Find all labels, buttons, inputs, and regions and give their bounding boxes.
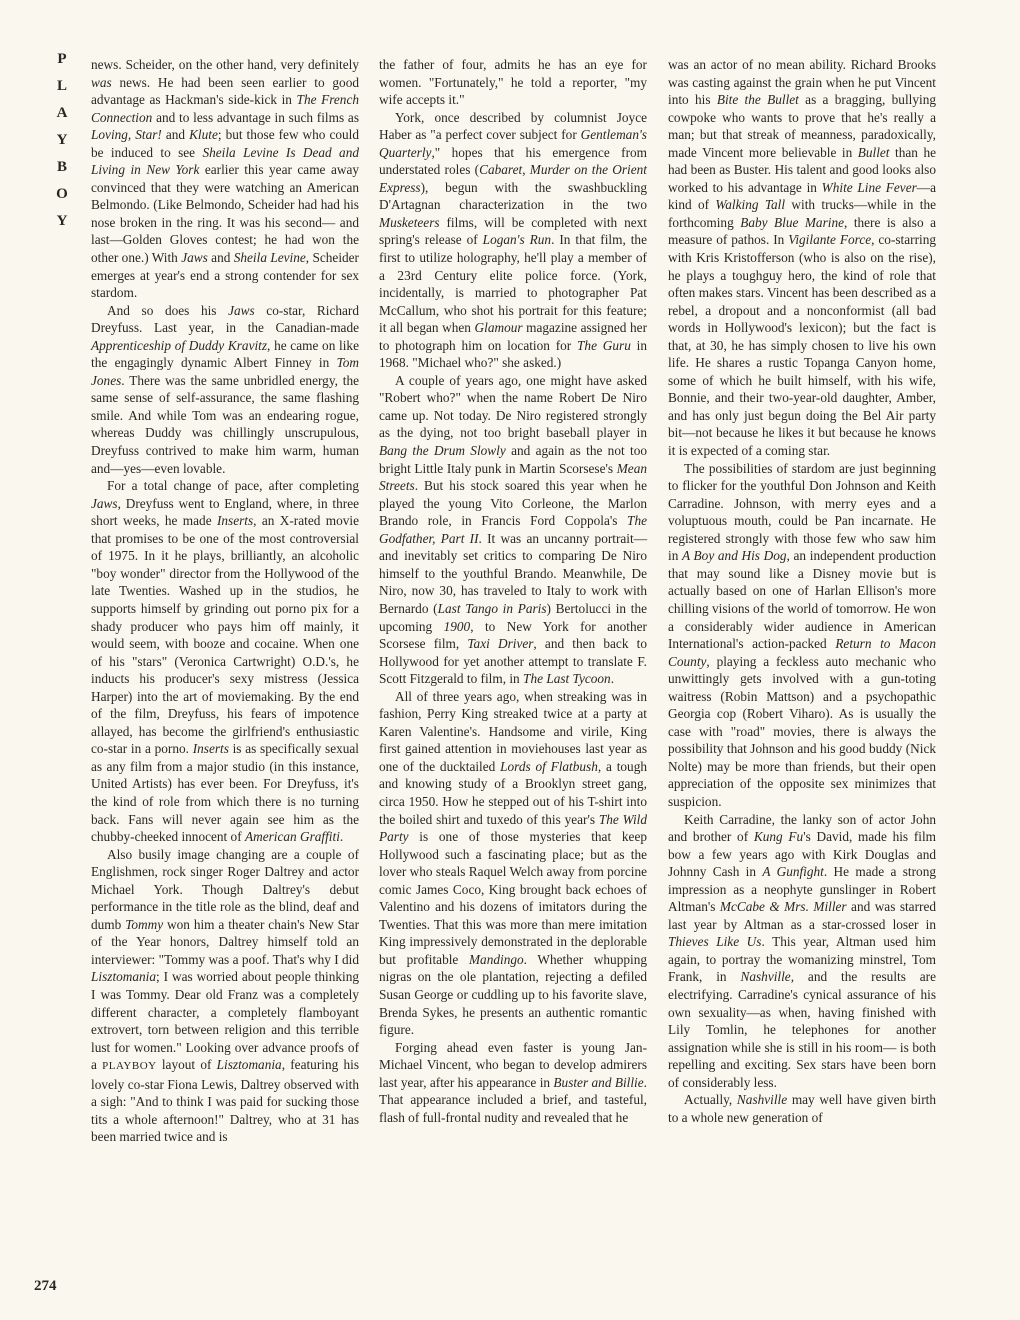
article-paragraph: The possibilities of stardom are just beginning to flicker for the youthful Don Johnson and Keith Carradine. Johnson, with merry eyes and a voluptuous mouth, could be Pan incarnate. He registered strongly with those few who saw him in A Boy and His Dog, an independent production that may sound like a Disney movie but is actually based on one of Harlan Ellison's more chilling visions of the world of tomorrow. He won a considerably wider audience in American International's action-packed Return to Macon County, playing a feckless auto mechanic who unwittingly gets involved with a gun-toting waitress (Robin Mattson) and a psychopathic Georgia cop (Robert Viharo). As is usually the case with "road" movies, there is always the possibility that Johnson and his good buddy (Nick Nolte) may be more than friends, but their open appreciation of the opposite sex minimizes that suspicion. xyxy=(668,460,937,809)
article-paragraph: Keith Carradine, the lanky son of actor John and brother of Kung Fu's David, made his film bow a few years ago with Kirk Douglas and Johnny Cash in A Gunfight. He made a strong impression as a neophyte gunslinger in Robert Altman's McCabe & Mrs. Miller and was starred last year by Altman as a star-crossed loser in Thieves Like Us. This year, Altman used him again, to portray the womanizing minstrel, Tom Frank, in Nashville, and the results are electrifying. Carradine's cynical assurance of his own sexuality—as when, having finished with Lily Tomlin, he telephones for another assignation while she is still in his room— is both repelling and exciting. Sex stars have been born of considerably less. xyxy=(668,811,937,1090)
masthead-letter: A xyxy=(56,105,68,121)
article-paragraph: Also busily image changing are a couple of Englishmen, rock singer Roger Daltrey and actor Michael York. Though Daltrey's debut performance in the title role as the blind, deaf and dumb Tommy won him a theater chain's New Star of the Year honors, Daltrey himself told an interviewer: "Tommy was a poof. That's why I did Lisztomania; I was worried about people thinking I was Tommy. Dear old Franz was a completely different character, a completely flamboyant extrovert, torn between religion and this terrible lust for women." Looking over advance proofs of a PLAYBOY layout of Lisztomania, featuring his lovely co-star Fiona Lewis, Daltrey observed with a sigh: "And to think I was paid for sucking those tits a whole afternoon!" Daltrey, who at 31 has been married twice and is xyxy=(91,846,360,1145)
article-paragraph: And so does his Jaws co-star, Richard Dreyfuss. Last year, in the Canadian-made Apprenticeship of Duddy Kravitz, he came on like the engagingly dynamic Albert Finney in Tom Jones. There was the same unbridled energy, the same sense of self-assurance, the same flashing smile. And while Tom was an endearing rogue, whereas Duddy was chillingly unscrupulous, Dreyfuss contrived to make him warm, human and—yes—even lovable. xyxy=(91,302,359,476)
masthead-letter: O xyxy=(56,186,68,202)
article-column-3 xyxy=(668,56,936,1126)
magazine-masthead xyxy=(50,46,74,235)
article-paragraph: Actually, Nashville may well have given birth to a whole new generation of xyxy=(668,1092,936,1125)
article-paragraph: A couple of years ago, one might have asked "Robert who?" when the name Robert De Niro came up. Not today. De Niro registered strongly as the dying, not too bright baseball player in Bang the Drum Slowly and again as the not too bright Little Italy punk in Martin Scorsese's Mean Streets. But his stock soared this year when he played the young Vito Corleone, the Marlon Brando role, in Francis Ford Coppola's The Godfather, Part II. It was an uncanny portrait—and inevitably set critics to comparing De Niro himself to the youthful Brando. Meanwhile, De Niro, now 30, has traveled to Italy to work with Bernardo (Last Tango in Paris) Bertolucci in the upcoming 1900, to New York for another Scorsese film, Taxi Driver, and then back to Hollywood for yet another attempt to translate F. Scott Fitzgerald to film, in The Last Tycoon. xyxy=(379,372,648,687)
masthead-letter: L xyxy=(56,78,67,94)
masthead-letter: Y xyxy=(56,213,68,229)
article-paragraph: Forging ahead even faster is young Jan-Michael Vincent, who began to develop admirers last year, after his appearance in Buster and Billie. That appearance included a brief, and tasteful, flash of full-frontal nudity and revealed that he xyxy=(379,1039,647,1125)
masthead-letter: P xyxy=(57,51,67,67)
article-paragraph: was an actor of no mean ability. Richard Brooks was casting against the grain when he put Vincent into his Bite the Bullet as a bragging, bullying cowpoke who wants to prove that he's really a man; but that streak of meanness, paradoxically, made Vincent more believable in Bullet than he had been as Buster. His talent and good looks also worked to his advantage in White Line Fever—a kind of Walking Tall with trucks—while in the forthcoming Baby Blue Marine, there is also a measure of pathos. In Vigilante Force, co-starring with Kris Kristofferson (who is also on the rise), he plays a toughguy hero, the kind of role that often makes stars. Vincent has been described as a rebel, a dropout and a nonconformist (all bad words in Hollywood's lexicon); but the fact is that, at 30, he has simply chosen to live his own life. He shares a rustic Topanga Canyon home, some of which he built himself, with his wife, Bonnie, and their two-year-old daughter, Amber, and has only just begun doing the Bel Air party bit—not because he likes it but because he knows it is expected of a coming star. xyxy=(668,57,937,459)
article-paragraph: York, once described by columnist Joyce Haber as "a perfect cover subject for Gentleman's Quarterly," hopes that his emergence from understated roles (Cabaret, Murder on the Orient Express), begun with the swashbuckling D'Artagnan characterization in the two Musketeers films, will be completed with next spring's release of Logan's Run. In that film, the first to utilize holography, he'll play a member of a 23rd Century elite police force. (York, incidentally, is married to photographer Pat McCallum, who shot his portrait for this feature; it all began when Glamour magazine assigned her to photograph him on location for The Guru in 1968. "Michael who?" she asked.) xyxy=(379,109,648,371)
article-paragraph: the father of four, admits he has an eye for women. "Fortunately," he told a reporter, "my wife accepts it." xyxy=(379,57,647,108)
article-paragraph: news. Scheider, on the other hand, very definitely was news. He had been seen earlier to good advantage as Hackman's side-kick in The French Connection and to less advantage in such films as Loving, Star! and Klute; but those few who could be induced to see Sheila Levine Is Dead and Living in New York earlier this year came away convinced that they were watching an American Belmondo. (Like Belmondo, Scheider had had his nose broken in the ring. It was his second— and last—Golden Gloves contest; he had won the other one.) With Jaws and Sheila Levine, Scheider emerges at year's end a strong contender for sex stardom. xyxy=(91,57,359,301)
article-paragraph: For a total change of pace, after completing Jaws, Dreyfuss went to England, where, in three short weeks, he made Inserts, an X-rated movie that promises to be one of the most controversial of 1975. In it he plays, brilliantly, an alcoholic "boy wonder" director from the Hollywood of the late Twenties. Washed up in the studios, he supports himself by grinding out porno pix for a shady producer who pays him off mainly, it would seem, with booze and cocaine. When one of his "stars" (Veronica Cartwright) O.D.'s, he inducts his producer's sexy mistress (Jessica Harper) into the art of moviemaking. By the end of the film, Dreyfuss, his fears of impotence allayed, has become the girlfriend's enthusiastic co-star in a porno. Inserts is as specifically sexual as any film from a major studio (in this instance, United Artists) has ever been. For Dreyfuss, it's the kind of role from which there is no turning back. Fans will never again see him as the chubby-cheeked innocent of American Graffiti. xyxy=(91,478,359,845)
article-column-1 xyxy=(91,56,359,1146)
article-column-2 xyxy=(379,56,647,1126)
masthead-letter: Y xyxy=(56,132,68,148)
page-number: 274 xyxy=(34,1278,57,1294)
article-paragraph: All of three years ago, when streaking was in fashion, Perry King streaked twice at a party at Karen Valentine's. Handsome and virile, King first gained attention in moviehouses last year as one of the ducktailed Lords of Flatbush, a tough and knowing study of a Brooklyn street gang, circa 1950. How he stepped out of his T-shirt into the boiled shirt and tuxedo of this year's The Wild Party is one of those mysteries that keep Hollywood such a fascinating place; but as the lover who steals Raquel Welch away from porcine comic James Coco, King brought back echoes of Valentino and his dozens of imitators during the Twenties. That this was more than mere imitation King impressively demonstrated in the deplorable but profitable Mandingo. Whether whupping nigras on the ole plantation, rejecting a defiled Susan George or cuddling up to his favorite slave, Brenda Sykes, he presents an authentic romantic figure. xyxy=(379,688,648,1038)
masthead-letter: B xyxy=(56,159,67,175)
